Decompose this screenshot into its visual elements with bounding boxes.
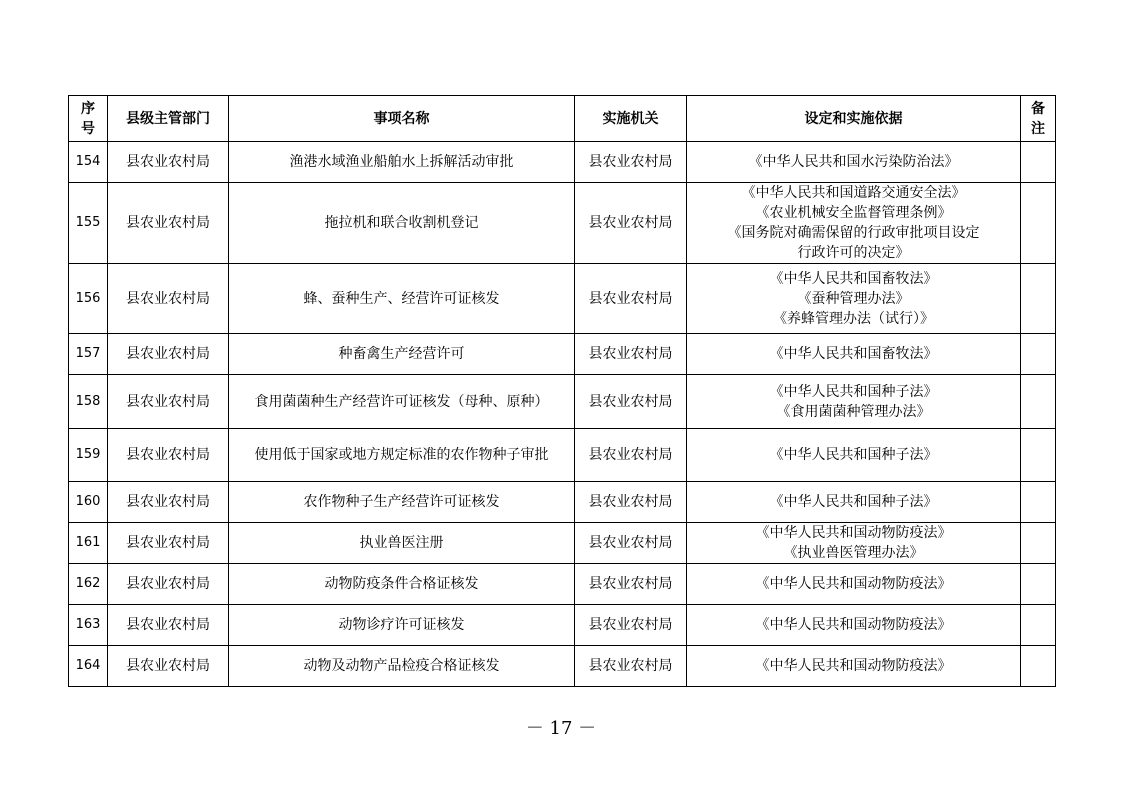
- table-row: [69, 183, 1056, 264]
- row-basis: [687, 523, 1021, 564]
- row-basis: [687, 429, 1021, 482]
- header-org: 实施机关: [575, 96, 687, 142]
- row-basis: [687, 646, 1021, 687]
- row-item-name: 农作物种子生产经营许可证核发: [229, 482, 575, 523]
- table-row: [69, 429, 1056, 482]
- items-table: [68, 95, 1056, 687]
- row-note: [1021, 564, 1056, 605]
- row-basis: [687, 264, 1021, 334]
- table-row: [69, 375, 1056, 429]
- row-org: 县农业农村局: [575, 334, 687, 375]
- table-body: [69, 142, 1056, 687]
- row-dept: 县农业农村局: [108, 564, 229, 605]
- row-item-name: 使用低于国家或地方规定标准的农作物种子审批: [229, 429, 575, 482]
- row-note: [1021, 429, 1056, 482]
- row-org: 县农业农村局: [575, 564, 687, 605]
- row-note: [1021, 264, 1056, 334]
- basis-line: 行政许可的决定》: [797, 245, 910, 261]
- basis-line: 《国务院对确需保留的行政审批项目设定: [727, 225, 980, 241]
- basis-line: 《中华人民共和国动物防疫法》: [755, 525, 952, 541]
- basis-line: 《中华人民共和国畜牧法》: [769, 346, 938, 362]
- row-org: 县农业农村局: [575, 375, 687, 429]
- row-note: [1021, 482, 1056, 523]
- row-note: [1021, 183, 1056, 264]
- header-name: 事项名称: [229, 96, 575, 142]
- row-seq: 155: [69, 183, 108, 264]
- row-org: 县农业农村局: [575, 429, 687, 482]
- row-note: [1021, 523, 1056, 564]
- basis-line: 《执业兽医管理办法》: [783, 545, 924, 561]
- header-basis: 设定和实施依据: [687, 96, 1021, 142]
- row-note: [1021, 375, 1056, 429]
- page-number: － 17 －: [525, 718, 597, 739]
- row-basis: [687, 605, 1021, 646]
- row-org: 县农业农村局: [575, 646, 687, 687]
- row-basis: [687, 482, 1021, 523]
- basis-line: 《中华人民共和国种子法》: [769, 494, 938, 510]
- row-org: 县农业农村局: [575, 482, 687, 523]
- basis-line: 《中华人民共和国动物防疫法》: [755, 658, 952, 674]
- row-seq: 159: [69, 429, 108, 482]
- row-dept: 县农业农村局: [108, 523, 229, 564]
- row-dept: 县农业农村局: [108, 605, 229, 646]
- row-seq: 164: [69, 646, 108, 687]
- row-basis: [687, 142, 1021, 183]
- row-dept: 县农业农村局: [108, 142, 229, 183]
- row-org: 县农业农村局: [575, 523, 687, 564]
- row-seq: 163: [69, 605, 108, 646]
- table-row: [69, 605, 1056, 646]
- row-dept: 县农业农村局: [108, 375, 229, 429]
- basis-line: 《养蜂管理办法（试行）》: [773, 310, 934, 327]
- basis-line: 《中华人民共和国畜牧法》: [769, 270, 938, 287]
- row-note: [1021, 334, 1056, 375]
- header-seq: 序号: [69, 96, 108, 142]
- header-row: [69, 96, 1056, 142]
- basis-line: 《食用菌菌种管理办法》: [776, 403, 931, 420]
- row-item-name: 动物及动物产品检疫合格证核发: [229, 646, 575, 687]
- row-seq: 157: [69, 334, 108, 375]
- row-basis: [687, 183, 1021, 264]
- row-item-name: 执业兽医注册: [229, 523, 575, 564]
- row-item-name: 种畜禽生产经营许可: [229, 334, 575, 375]
- table-row: [69, 482, 1056, 523]
- header-dept: 县级主管部门: [108, 96, 229, 142]
- basis-line: 《中华人民共和国动物防疫法》: [755, 617, 952, 633]
- row-item-name: 动物诊疗许可证核发: [229, 605, 575, 646]
- table-row: [69, 564, 1056, 605]
- row-dept: 县农业农村局: [108, 264, 229, 334]
- table-row: [69, 523, 1056, 564]
- basis-line: 《农业机械安全监督管理条例》: [755, 205, 952, 221]
- row-seq: 154: [69, 142, 108, 183]
- row-dept: 县农业农村局: [108, 429, 229, 482]
- basis-line: 《中华人民共和国种子法》: [769, 383, 938, 400]
- row-basis: [687, 564, 1021, 605]
- row-item-name: 蜂、蚕种生产、经营许可证核发: [229, 264, 575, 334]
- row-seq: 162: [69, 564, 108, 605]
- basis-line: 《中华人民共和国水污染防治法》: [748, 154, 959, 170]
- row-item-name: 渔港水域渔业船舶水上拆解活动审批: [229, 142, 575, 183]
- row-seq: 160: [69, 482, 108, 523]
- row-org: 县农业农村局: [575, 142, 687, 183]
- row-dept: 县农业农村局: [108, 646, 229, 687]
- row-seq: 158: [69, 375, 108, 429]
- table-row: [69, 334, 1056, 375]
- row-dept: 县农业农村局: [108, 334, 229, 375]
- row-item-name: 动物防疫条件合格证核发: [229, 564, 575, 605]
- basis-line: 《蚕种管理办法》: [797, 290, 910, 307]
- basis-line: 《中华人民共和国种子法》: [769, 447, 938, 463]
- row-basis: [687, 375, 1021, 429]
- row-item-name: 食用菌菌种生产经营许可证核发（母种、原种）: [229, 375, 575, 429]
- basis-line: 《中华人民共和国道路交通安全法》: [741, 185, 966, 201]
- row-basis: [687, 334, 1021, 375]
- row-note: [1021, 646, 1056, 687]
- table-row: [69, 264, 1056, 334]
- table-row: [69, 142, 1056, 183]
- row-note: [1021, 605, 1056, 646]
- row-org: 县农业农村局: [575, 183, 687, 264]
- basis-line: 《中华人民共和国动物防疫法》: [755, 576, 952, 592]
- row-dept: 县农业农村局: [108, 183, 229, 264]
- table-row: [69, 646, 1056, 687]
- row-org: 县农业农村局: [575, 605, 687, 646]
- row-note: [1021, 142, 1056, 183]
- header-note: 备注: [1021, 96, 1056, 142]
- row-seq: 161: [69, 523, 108, 564]
- row-item-name: 拖拉机和联合收割机登记: [229, 183, 575, 264]
- row-seq: 156: [69, 264, 108, 334]
- row-dept: 县农业农村局: [108, 482, 229, 523]
- row-org: 县农业农村局: [575, 264, 687, 334]
